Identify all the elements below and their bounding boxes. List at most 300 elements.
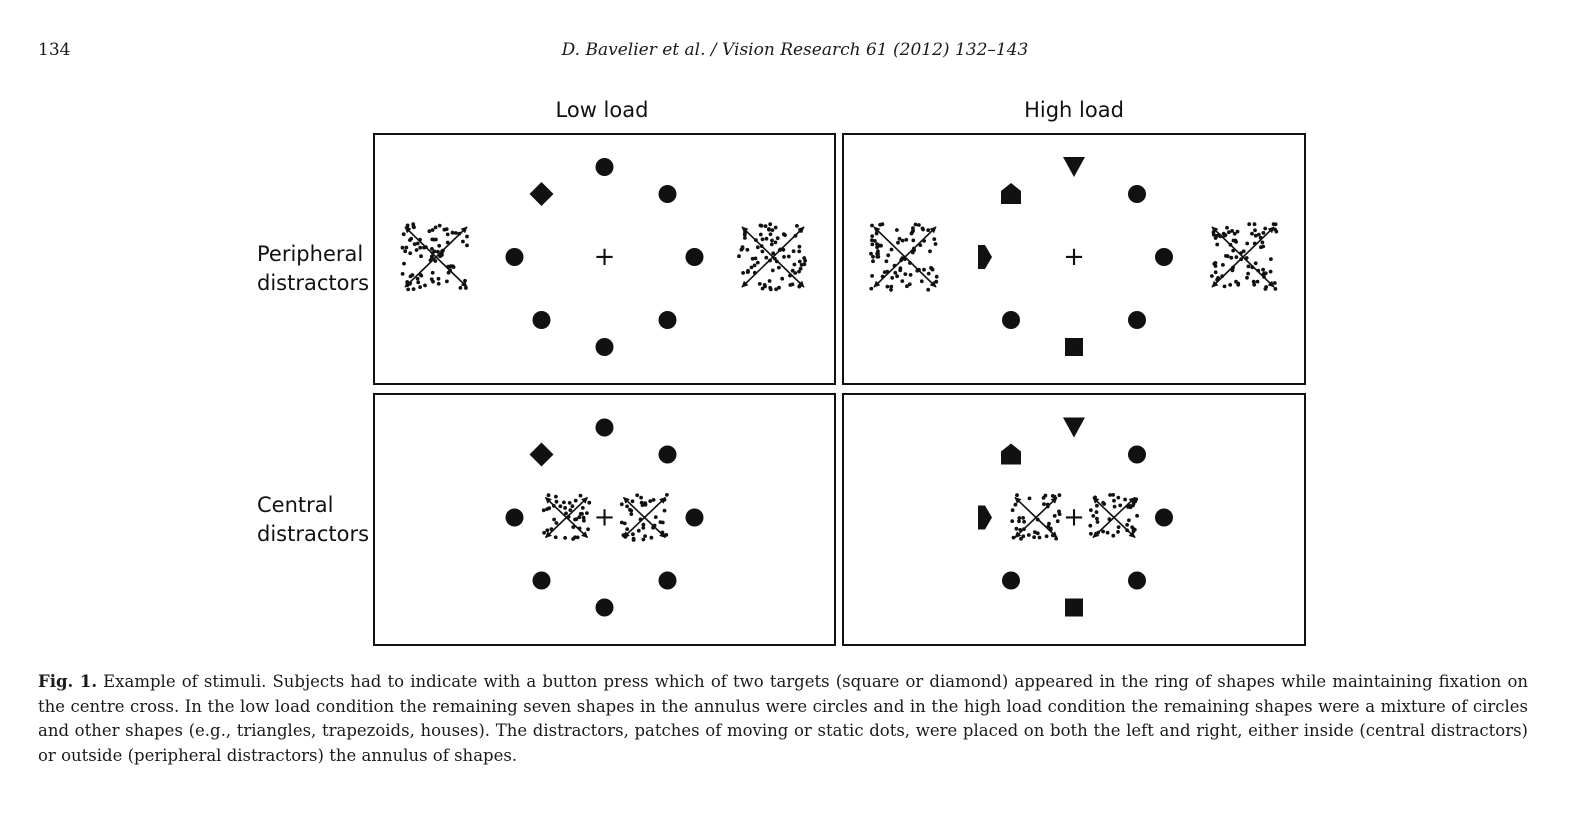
patch-dot (403, 249, 407, 253)
patch-dot (893, 271, 897, 275)
ring-circle (1155, 248, 1173, 266)
patch-dot (769, 288, 773, 292)
fixation-cross: + (593, 502, 616, 533)
patch-dot (1106, 531, 1110, 535)
ring-circle (596, 599, 614, 617)
patch-dot (1095, 504, 1099, 508)
patch-dot (793, 263, 797, 267)
patch-dot (1254, 261, 1258, 265)
patch-dot (402, 232, 406, 236)
patch-dot (1222, 232, 1226, 236)
patch-dot (905, 284, 909, 288)
patch-dot (932, 237, 936, 241)
patch-dot (1113, 505, 1117, 509)
patch-dot (1118, 504, 1122, 508)
patch-dot (412, 287, 416, 291)
patch-dot (911, 226, 915, 230)
patch-dot (753, 264, 757, 268)
patch-dot (643, 534, 647, 538)
patch-dot (1215, 243, 1219, 247)
ring-circle (596, 158, 614, 176)
patch-dot (1252, 280, 1256, 284)
patch-dot (443, 228, 447, 232)
patch-dot (1247, 222, 1251, 226)
patch-dot (767, 228, 771, 232)
patch-dot (870, 224, 874, 228)
patch-dot (1129, 505, 1133, 509)
patch-dot (759, 233, 763, 237)
patch-dot (911, 230, 915, 234)
ring-circle (686, 248, 704, 266)
panel-low-load-central (374, 394, 835, 645)
panel-high-load-central (843, 394, 1305, 645)
patch-dot (1111, 493, 1115, 497)
patch-dot (797, 285, 801, 289)
patch-dot (625, 505, 629, 509)
patch-dot (554, 535, 558, 539)
patch-dot (1044, 494, 1048, 498)
patch-dot (642, 523, 646, 527)
patch-dot (438, 224, 442, 228)
panel-low-load-peripheral (374, 134, 835, 384)
patch-dot (895, 228, 899, 232)
patch-dot (1058, 512, 1062, 516)
patch-dot (1088, 524, 1092, 528)
patch-dot (1212, 230, 1216, 234)
patch-dot (423, 284, 427, 288)
patch-dot (1036, 531, 1040, 535)
patch-dot (774, 226, 778, 230)
patch-dot (650, 536, 654, 540)
patch-dot (1247, 265, 1251, 269)
patch-dot (1014, 503, 1018, 507)
patch-dot (1010, 519, 1014, 523)
patch-dot (754, 257, 758, 261)
patch-dot (1051, 494, 1055, 498)
patch-dot (1214, 270, 1218, 274)
patch-dot (1133, 528, 1137, 532)
patch-dot (890, 248, 894, 252)
patch-dot (547, 493, 551, 497)
patch-dot (777, 286, 781, 290)
patch-dot (445, 280, 449, 284)
patch-dot (1028, 497, 1032, 501)
patch-dot (451, 231, 455, 235)
patch-dot (563, 536, 567, 540)
ring-circle (506, 248, 524, 266)
fixation-cross: + (1063, 242, 1085, 272)
patch-dot (586, 527, 590, 531)
patch-dot (1012, 536, 1016, 540)
patch-dot (920, 279, 924, 283)
patch-dot (629, 512, 633, 516)
row-label-central-line1: Central (257, 493, 334, 517)
patch-dot (934, 280, 938, 284)
patch-dot (886, 253, 890, 257)
patch-dot (1253, 222, 1257, 226)
patch-dot (758, 282, 762, 286)
patch-dot (431, 271, 435, 275)
patch-dot (1112, 499, 1116, 503)
patch-dot (406, 288, 410, 292)
patch-dot (798, 245, 802, 249)
patch-dot (418, 285, 422, 289)
patch-dot (870, 234, 874, 238)
patch-dot (1038, 536, 1042, 540)
patch-dot (780, 277, 784, 281)
ring-circle (533, 572, 551, 590)
patch-dot (639, 496, 643, 500)
patch-dot (1116, 496, 1120, 500)
patch-dot (418, 246, 422, 250)
patch-dot (409, 275, 413, 279)
patch-dot (434, 226, 438, 230)
panel-high-load-peripheral (843, 134, 1305, 384)
patch-dot (579, 494, 583, 498)
patch-dot (1235, 255, 1239, 259)
patch-dot (449, 264, 453, 268)
patch-dot (769, 232, 773, 236)
patch-dot (763, 283, 767, 287)
patch-dot (1042, 502, 1046, 506)
patch-dot (1259, 245, 1263, 249)
patch-dot (1263, 227, 1267, 231)
patch-dot (870, 243, 874, 247)
patch-dot (1215, 234, 1219, 238)
fixation-cross: + (1063, 502, 1085, 533)
patch-dot (411, 222, 415, 226)
patch-dot (871, 259, 875, 263)
patch-dot (1274, 222, 1278, 226)
patch-dot (401, 272, 405, 276)
patch-dot (768, 279, 772, 283)
patch-dot (585, 511, 589, 515)
ring-circle (1128, 311, 1146, 329)
patch-dot (1236, 230, 1240, 234)
patch-dot (437, 282, 441, 286)
caption-text: Example of stimuli. Subjects had to indicate with a button press which of two targets (square or diamond) appeared in the ring of shapes while maintaining fixation on the centre cross. In the low load condition the remaining seven shapes in the annulus were circles and in the high load condition the remaining shapes were a mixture of circles and other shapes (e.g., triangles, trapezoids, houses). The distractors, patches of moving or static dots, were placed on both the left and right, either inside (central distractors) or outside (peripheral distractors) the annulus of shapes. (38, 672, 1529, 765)
patch-dot (402, 262, 406, 266)
patch-dot (741, 271, 745, 275)
patch-dot (782, 255, 786, 259)
patch-dot (878, 244, 882, 248)
patch-dot (1264, 285, 1268, 289)
patch-dot (1135, 514, 1139, 518)
patch-dot (1245, 242, 1249, 246)
patch-dot (1116, 530, 1120, 534)
patch-dot (635, 493, 639, 497)
patch-dot (797, 250, 801, 254)
patch-dot (797, 270, 801, 274)
patch-dot (415, 248, 419, 252)
patch-dot (1246, 272, 1250, 276)
patch-dot (661, 521, 665, 525)
patch-dot (1127, 518, 1131, 522)
patch-dot (1223, 285, 1227, 289)
patch-dot (1117, 525, 1121, 529)
patch-dot (1269, 257, 1273, 261)
patch-dot (904, 238, 908, 242)
patch-dot (798, 260, 802, 264)
patch-dot (928, 249, 932, 253)
patch-dot (1111, 534, 1115, 538)
patch-dot (1245, 276, 1249, 280)
row-label-peripheral-line1: Peripheral (257, 242, 364, 266)
ring-circle (1128, 572, 1146, 590)
patch-dot (454, 231, 458, 235)
patch-dot (628, 508, 632, 512)
ring-circle (659, 572, 677, 590)
patch-dot (1095, 517, 1099, 521)
patch-dot (582, 516, 586, 520)
patch-dot (756, 261, 760, 265)
patch-dot (889, 288, 893, 292)
patch-dot (1021, 534, 1025, 538)
patch-dot (886, 285, 890, 289)
patch-dot (1256, 280, 1260, 284)
patch-dot (1011, 508, 1015, 512)
patch-dot (641, 503, 645, 507)
patch-dot (663, 509, 667, 513)
patch-dot (1253, 228, 1257, 232)
patch-dot (459, 286, 463, 290)
ring-circle (596, 419, 614, 437)
patch-dot (922, 268, 926, 272)
ring-circle (1002, 311, 1020, 329)
patch-dot (746, 269, 750, 273)
patch-dot (1262, 231, 1266, 235)
ring-circle (596, 338, 614, 356)
patch-dot (625, 527, 629, 531)
patch-dot (1214, 264, 1218, 268)
patch-dot (787, 255, 791, 259)
patch-dot (889, 285, 893, 289)
patch-dot (568, 508, 572, 512)
patch-dot (869, 287, 873, 291)
patch-dot (870, 274, 874, 278)
patch-dot (898, 268, 902, 272)
patch-dot (631, 499, 635, 503)
patch-dot (416, 277, 420, 281)
ring-circle (1155, 509, 1173, 527)
patch-dot (934, 242, 938, 246)
patch-dot (803, 262, 807, 266)
patch-dot (652, 498, 656, 502)
patch-dot (774, 241, 778, 245)
patch-dot (431, 280, 435, 284)
patch-dot (1015, 493, 1019, 497)
patch-dot (1234, 240, 1238, 244)
patch-dot (465, 235, 469, 239)
patch-dot (555, 500, 559, 504)
patch-dot (620, 502, 624, 506)
patch-dot (926, 288, 930, 292)
patch-dot (432, 238, 436, 242)
patch-dot (1123, 498, 1127, 502)
patch-dot (792, 249, 796, 253)
patch-dot (1257, 233, 1261, 237)
patch-dot (542, 508, 546, 512)
patch-dot (760, 224, 764, 228)
patch-dot (409, 237, 413, 241)
patch-dot (1250, 232, 1254, 236)
patch-dot (405, 246, 409, 250)
patch-dot (776, 236, 780, 240)
patch-dot (1015, 527, 1019, 531)
patch-dot (1274, 287, 1278, 291)
patch-dot (587, 501, 591, 505)
patch-dot (1228, 283, 1232, 287)
patch-dot (430, 255, 434, 259)
patch-dot (895, 274, 899, 278)
patch-dot (909, 273, 913, 277)
patch-dot (1236, 283, 1240, 287)
ring-circle (506, 509, 524, 527)
patch-dot (419, 254, 423, 258)
patch-dot (914, 223, 918, 227)
patch-dot (929, 266, 933, 270)
patch-dot (545, 507, 549, 511)
patch-dot (1053, 514, 1057, 518)
patch-dot (737, 254, 741, 258)
patch-dot (1045, 534, 1049, 538)
patch-dot (768, 222, 772, 226)
patch-dot (900, 279, 904, 283)
patch-dot (1027, 533, 1031, 537)
caption-label: Fig. 1. (38, 672, 98, 691)
patch-dot (437, 277, 441, 281)
patch-dot (580, 512, 584, 516)
patch-dot (413, 242, 417, 246)
patch-dot (871, 255, 875, 259)
patch-dot (917, 223, 921, 227)
patch-dot (761, 250, 765, 254)
ring-circle (1002, 572, 1020, 590)
patch-dot (576, 536, 580, 540)
patch-dot (555, 521, 559, 525)
ring-circle (659, 311, 677, 329)
row-label-peripheral-line2: distractors (257, 271, 370, 295)
figure-caption (38, 670, 1528, 768)
patch-dot (1056, 519, 1060, 523)
patch-dot (903, 272, 907, 276)
patch-dot (873, 239, 877, 243)
patch-dot (416, 281, 420, 285)
patch-dot (1101, 501, 1105, 505)
patch-dot (770, 243, 774, 247)
patch-dot (563, 506, 567, 510)
patch-dot (764, 256, 768, 260)
running-head: D. Bavelier et al. / Vision Research 61 (2012) 132–143 (561, 40, 1029, 60)
patch-dot (637, 529, 641, 533)
patch-dot (878, 223, 882, 227)
patch-dot (1269, 270, 1273, 274)
patch-dot (461, 240, 465, 244)
patch-dot (408, 251, 412, 255)
patch-dot (911, 239, 915, 243)
patch-dot (1221, 263, 1225, 267)
patch-dot (1227, 230, 1231, 234)
patch-dot (793, 271, 797, 275)
patch-dot (463, 279, 467, 283)
patch-dot (926, 228, 930, 232)
patch-dot (771, 228, 775, 232)
patch-dot (437, 244, 441, 248)
patch-dot (771, 269, 775, 273)
patch-dot (401, 246, 405, 250)
ring-square-target (1065, 338, 1083, 356)
patch-dot (568, 501, 572, 505)
patch-dot (665, 493, 669, 497)
patch-dot (577, 515, 581, 519)
patch-dot (559, 504, 563, 508)
patch-dot (571, 504, 575, 508)
ring-square-target (1065, 599, 1083, 617)
column-title-high-load: High load (1024, 98, 1124, 122)
patch-dot (761, 237, 765, 241)
patch-dot (542, 531, 546, 535)
patch-dot (783, 233, 787, 237)
patch-dot (746, 248, 750, 252)
patch-dot (648, 499, 652, 503)
patch-dot (554, 495, 558, 499)
patch-dot (777, 266, 781, 270)
patch-dot (741, 245, 745, 249)
patch-dot (1273, 281, 1277, 285)
patch-dot (898, 237, 902, 241)
patch-dot (1017, 519, 1021, 523)
patch-dot (802, 256, 806, 260)
patch-dot (1210, 274, 1214, 278)
patch-dot (896, 241, 900, 245)
patch-dot (1095, 510, 1099, 514)
patch-dot (765, 237, 769, 241)
patch-dot (1224, 254, 1228, 258)
page-number: 134 (38, 40, 71, 60)
fixation-cross: + (593, 242, 616, 272)
patch-dot (788, 283, 792, 287)
ring-circle (1128, 446, 1146, 464)
patch-dot (756, 245, 760, 249)
patch-dot (935, 275, 939, 279)
patch-dot (1225, 226, 1229, 230)
patch-dot (885, 259, 889, 263)
patch-dot (642, 538, 646, 542)
patch-dot (1089, 508, 1093, 512)
patch-dot (1022, 520, 1026, 524)
patch-dot (654, 515, 658, 519)
patch-dot (1125, 523, 1129, 527)
patch-dot (581, 506, 585, 510)
ring-circle (659, 446, 677, 464)
patch-dot (1242, 249, 1246, 253)
ring-circle (686, 509, 704, 527)
patch-dot (1229, 256, 1233, 260)
patch-dot (1058, 493, 1062, 497)
patch-dot (545, 528, 549, 532)
patch-dot (890, 276, 894, 280)
patch-dot (1261, 268, 1265, 272)
patch-dot (620, 521, 624, 525)
ring-circle (533, 311, 551, 329)
patch-dot (574, 499, 578, 503)
patch-dot (1032, 535, 1036, 539)
patch-dot (1091, 514, 1095, 518)
patch-dot (1089, 532, 1093, 536)
ring-circle (1128, 185, 1146, 203)
patch-dot (761, 287, 765, 291)
column-title-low-load: Low load (555, 98, 649, 122)
